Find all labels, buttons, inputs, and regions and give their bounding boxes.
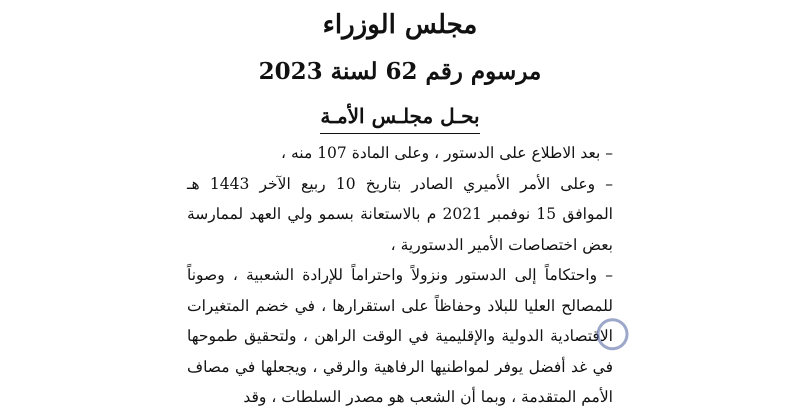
- paragraph-justification: – واحتكاماً إلى الدستور ونزولاً واحتراماً للإرادة الشعبية ، وصوناً للمصالح العليا للبلاد وحفاظاً على استقرارها ، في خضم المتغيرات الاقتصادية الدولية والإقليمية في الوقت الراهن ، ولتحقيق طموحها في غد أفضل يوفر لمواطنيها الرفاهية والرقي ، ويجعلها في مصاف الأمم المتقدمة ، وبما أن الشعب هو مصدر السلطات ، وقد: [187, 266, 613, 406]
- document-header: مجلس الوزراء: [322, 10, 478, 40]
- decree-number: مرسوم رقم 62 لسنة 2023: [258, 58, 542, 85]
- decree-body: [187, 138, 613, 413]
- paragraph-amiri-order: – وعلى الأمر الأميري الصادر بتاريخ 10 ربيع الآخر 1443 هـ الموافق 15 نوفمبر 2021 م بالاستعانة بسمو ولي العهد لممارسة بعض اختصاصات الأمير الدستورية ،: [187, 174, 613, 254]
- decree-subject: بحـل مجلـس الأمـة: [320, 101, 479, 134]
- decree-subject-wrapper: [0, 101, 800, 134]
- paragraph-preamble-constitution: – بعد الاطلاع على الدستور ، وعلى المادة 107 منه ،: [281, 144, 613, 162]
